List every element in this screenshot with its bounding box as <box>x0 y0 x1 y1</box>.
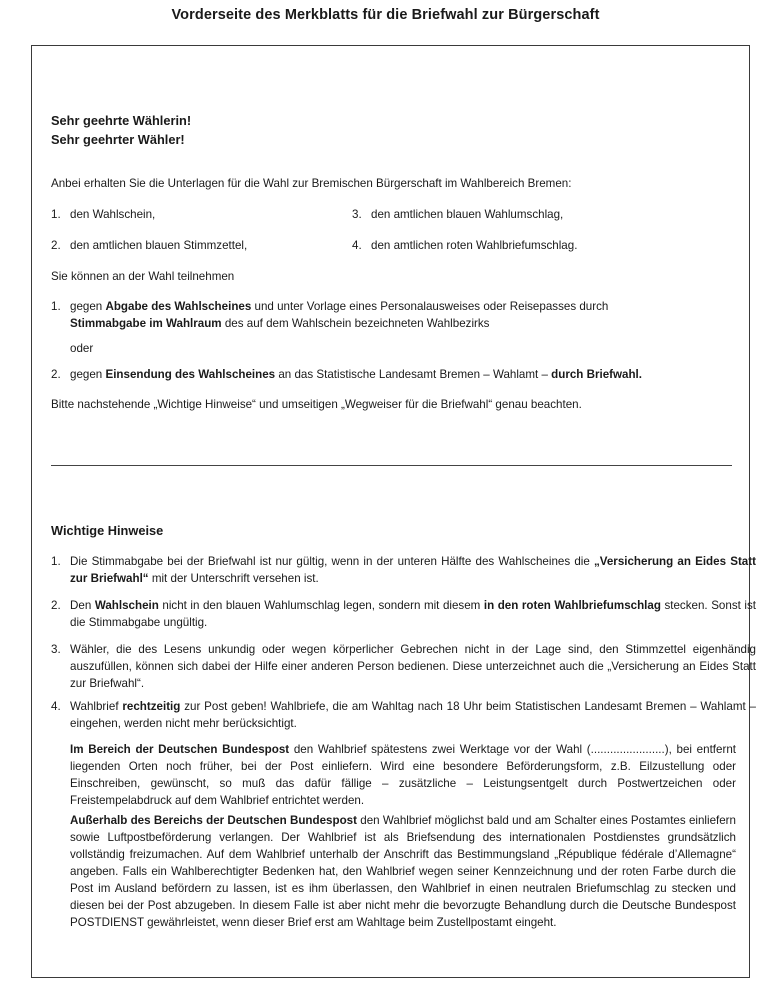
option-2-text: gegen <box>70 368 106 381</box>
domestic-post-text: den Wahlbrief spätestens zwei Werktage vor der Wahl (.......................), bei entfernt liegenden Orten noch früher, bei der Post einliefern. Wird eine besondere Beförderungsform, z.B. Eilzustellung oder Einschreiben, gewünscht, so muß das dafür fällige – zusätzliche – Leistungsentgelt durch Postwertzeichen oder Freistempelabdruck auf dem Wahlbrief entrichtet werden. <box>70 743 736 807</box>
document-item-number: 4. <box>352 239 362 252</box>
greeting-line-1: Sehr geehrte Wählerin! <box>51 113 192 128</box>
domestic-post-paragraph <box>70 741 736 809</box>
document-item-text: den amtlichen blauen Stimmzettel, <box>70 239 248 252</box>
option-1-number: 1. <box>51 300 61 313</box>
hint-4-text: Wahlbrief <box>70 700 123 713</box>
document-title: Vorderseite des Merkblatts für die Briefwahl zur Bürgerschaft <box>171 7 600 23</box>
greeting <box>51 111 191 149</box>
abroad-post-emphasis: Außerhalb des Bereichs der Deutschen Bundespost <box>70 814 357 827</box>
hint-1-emphasis: „Versicherung an Eides Statt zur Briefwahl“ <box>70 555 756 585</box>
hint-3-text: Wähler, die des Lesens unkundig oder wegen körperlicher Gebrechen nicht in der Lage sind, den Stimmzettel eigenhändig auszufüllen, können sich dabei der Hilfe einer anderen Person bedienen. Diese unterzeichnet auch die „Versicherung an Eides Statt zur Briefwahl“. <box>70 643 756 690</box>
option-1-emphasis: Stimmabgabe im Wahlraum <box>70 317 222 330</box>
hint-2-text: Den <box>70 599 95 612</box>
hint-3-number: 3. <box>51 643 61 656</box>
document-item-1 <box>51 206 155 223</box>
document-item-text: den amtlichen blauen Wahlumschlag, <box>371 208 564 221</box>
hint-3 <box>51 641 756 692</box>
hint-2-text: nicht in den blauen Wahlumschlag legen, sondern mit diesem <box>158 599 484 612</box>
hint-2-emphasis: in den roten Wahlbriefumschlag <box>483 599 661 612</box>
hint-4-emphasis: rechtzeitig <box>122 700 181 713</box>
document-item-text: den amtlichen roten Wahlbriefumschlag. <box>371 239 578 252</box>
option-separator: oder <box>70 342 94 355</box>
document-item-number: 3. <box>352 208 362 221</box>
option-2-text: an das Statistische Landesamt Bremen – Wahlamt – <box>275 368 552 381</box>
hint-1-number: 1. <box>51 555 61 568</box>
hint-1 <box>51 553 756 587</box>
option-1-text: des auf dem Wahlschein bezeichneten Wahlbezirks <box>221 317 490 330</box>
option-1-text: gegen <box>70 300 106 313</box>
document-item-2 <box>51 237 247 254</box>
hint-1-text: mit der Unterschrift versehen ist. <box>148 572 319 585</box>
document-item-4 <box>352 237 577 254</box>
observe-text: Bitte nachstehende „Wichtige Hinweise“ und umseitigen „Wegweiser für die Briefwahl“ genau beachten. <box>51 398 582 411</box>
hint-2-number: 2. <box>51 599 61 612</box>
hint-4 <box>51 698 756 732</box>
hint-2-emphasis: Wahlschein <box>94 599 159 612</box>
option-1 <box>51 298 756 332</box>
hint-2 <box>51 597 756 631</box>
intro-text: Anbei erhalten Sie die Unterlagen für die Wahl zur Bremischen Bürgerschaft im Wahlbereich Bremen: <box>51 177 572 190</box>
abroad-post-text: den Wahlbrief möglichst bald und am Schalter eines Postamtes einliefern sowie Luftpostbeförderung verlangen. Der Wahlbrief ist als Briefsendung des internationalen Postdienstes grundsätzlich vollständig freizumachen. Auf dem Wahlbrief unterhalb der Anschrift das Bestimmungsland „République fédérale d’Allemagne“ angeben. Falls ein Wahlberechtigter Bedenken hat, den Wahlbrief wegen seiner Kennzeichnung und der roten Farbe durch die Post im Ausland befördern zu lassen, ist es ihm überlassen, den Wahlbrief in einen neutralen Briefumschlag zu stecken und diesen bei der Post abzugeben. In diesem Falle ist aber nicht mehr die bevorzugte Behandlung durch die Deutsche Bundespost POSTDIENST gewährleistet, wenn dieser Brief erst am Wahltage beim Zustellpostamt eingeht. <box>70 814 736 929</box>
domestic-post-emphasis: Im Bereich der Deutschen Bundespost <box>70 743 290 756</box>
option-2 <box>51 366 756 383</box>
greeting-line-2: Sehr geehrter Wähler! <box>51 132 185 147</box>
hints-heading: Wichtige Hinweise <box>51 523 164 538</box>
document-item-3 <box>352 206 563 223</box>
document-item-number: 1. <box>51 208 61 221</box>
option-2-emphasis: Einsendung des Wahlscheines <box>105 368 276 381</box>
hint-1-text: Die Stimmabgabe bei der Briefwahl ist nur gültig, wenn in der unteren Hälfte des Wahlscheines die <box>70 555 594 568</box>
document-item-number: 2. <box>51 239 61 252</box>
participate-text: Sie können an der Wahl teilnehmen <box>51 270 235 283</box>
option-2-emphasis: durch Briefwahl. <box>551 368 642 381</box>
hint-4-text: zur Post geben! Wahlbriefe, die am Wahltag nach 18 Uhr beim Statistischen Landesamt Bremen – Wahlamt – eingehen, werden nicht mehr berücksichtigt. <box>70 700 756 730</box>
abroad-post-paragraph <box>70 812 736 931</box>
option-2-number: 2. <box>51 368 61 381</box>
option-1-text: und unter Vorlage eines Personalausweises oder Reisepasses durch <box>251 300 609 313</box>
document-item-text: den Wahlschein, <box>70 208 156 221</box>
section-divider <box>51 465 732 466</box>
option-1-emphasis: Abgabe des Wahlscheines <box>105 300 252 313</box>
hint-2-text: stecken. Sonst ist die Stimmabgabe ungültig. <box>70 599 756 629</box>
hint-4-number: 4. <box>51 700 61 713</box>
